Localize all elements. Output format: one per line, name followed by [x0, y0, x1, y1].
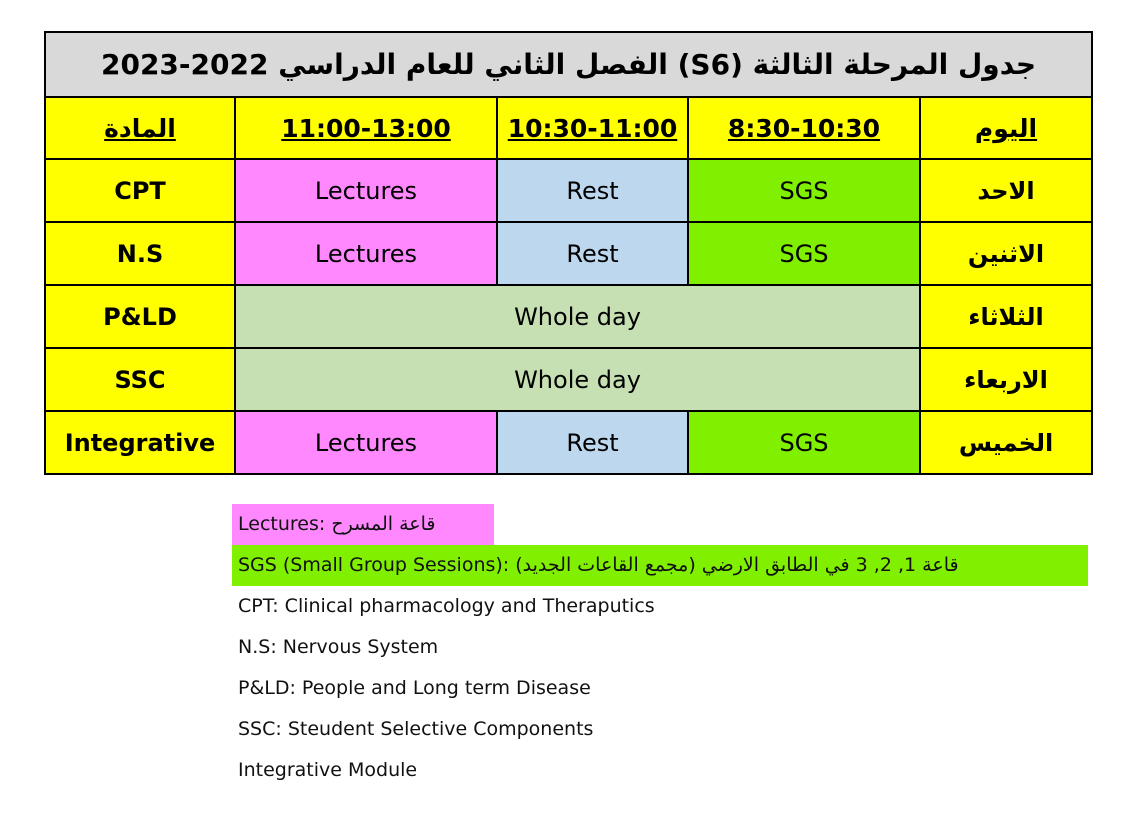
legend-lectures: Lectures: قاعة المسرح: [232, 504, 494, 545]
whole-day-cell: Whole day: [235, 348, 920, 411]
rest-cell: Rest: [497, 411, 688, 474]
legend-pld: P&LD: People and Long term Disease: [238, 677, 591, 699]
table-row: [45, 222, 1092, 285]
day-cell: الاربعاء: [920, 348, 1092, 411]
legend-ssc: SSC: Steudent Selective Components: [238, 718, 594, 740]
header-time-11-13: 11:00-13:00: [235, 97, 497, 159]
legend-sgs: SGS (Small Group Sessions): قاعة 1, 2, 3 في الطابق الارضي (مجمع القاعات الجديد): [232, 545, 1088, 586]
day-cell: الاثنين: [920, 222, 1092, 285]
table-title: جدول المرحلة الثالثة (S6) الفصل الثاني للعام الدراسي 2022-2023: [45, 32, 1092, 97]
table-row: [45, 348, 1092, 411]
day-cell: الثلاثاء: [920, 285, 1092, 348]
lectures-cell: Lectures: [235, 222, 497, 285]
sgs-cell: SGS: [688, 222, 920, 285]
sgs-cell: SGS: [688, 411, 920, 474]
rest-cell: Rest: [497, 159, 688, 222]
subject-cell: CPT: [45, 159, 235, 222]
rest-cell: Rest: [497, 222, 688, 285]
legend: [232, 504, 1092, 791]
legend-cpt: CPT: Clinical pharmacology and Theraputics: [238, 595, 655, 617]
subject-cell: SSC: [45, 348, 235, 411]
lectures-cell: Lectures: [235, 411, 497, 474]
legend-integrative: Integrative Module: [238, 759, 418, 781]
schedule-table: [44, 31, 1093, 475]
table-row: [45, 285, 1092, 348]
subject-cell: N.S: [45, 222, 235, 285]
day-cell: الخميس: [920, 411, 1092, 474]
header-subject: المادة: [45, 97, 235, 159]
table-row: [45, 411, 1092, 474]
legend-ns: N.S: Nervous System: [238, 636, 439, 658]
day-cell: الاحد: [920, 159, 1092, 222]
table-row: [45, 159, 1092, 222]
header-day: اليوم: [920, 97, 1092, 159]
header-time-1030-11: 10:30-11:00: [497, 97, 688, 159]
subject-cell: P&LD: [45, 285, 235, 348]
header-time-830-1030: 8:30-10:30: [688, 97, 920, 159]
lectures-cell: Lectures: [235, 159, 497, 222]
subject-cell: Integrative: [45, 411, 235, 474]
sgs-cell: SGS: [688, 159, 920, 222]
whole-day-cell: Whole day: [235, 285, 920, 348]
